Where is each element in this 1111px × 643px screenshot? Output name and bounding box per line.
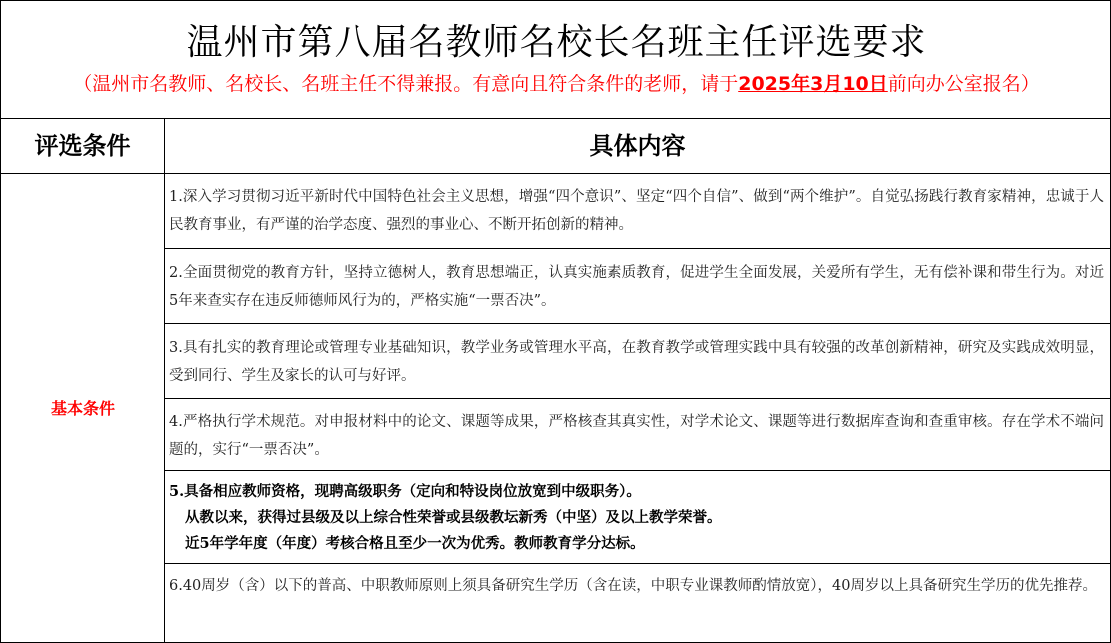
subtitle-suffix: 前向办公室报名）: [887, 73, 1040, 95]
requirement-item-6: [165, 564, 1111, 642]
title-block: [0, 0, 1111, 118]
header-criteria: 评选条件: [1, 119, 165, 173]
requirement-item-2: [165, 249, 1111, 324]
requirement-text-2: 2.全面贯彻党的教育方针，坚持立德树人，教育思想端正，认真实施素质教育，促进学生全面发展，关爱所有学生，无有偿补课和带生行为。对近5年来查实存在违反师德师风行为的，严格实施“一票否决”。: [169, 265, 1104, 309]
header-content: 具体内容: [589, 132, 686, 160]
requirement-5-line-2: 从教以来，获得过县级及以上综合性荣誉或县级教坛新秀（中坚）及以上教学荣誉。: [185, 509, 722, 526]
subtitle-notice: [1, 71, 1111, 97]
table-body: [0, 173, 1111, 643]
requirement-item-4: [165, 399, 1111, 471]
requirement-text-4: 4.严格执行学术规范。对申报材料中的论文、课题等成果，严格核查其真实性，对学术论文、课题等进行数据库查询和查重审核。存在学术不端问题的，实行“一票否决”。: [169, 414, 1104, 458]
requirement-item-5: [165, 471, 1111, 564]
requirement-item-3: [165, 324, 1111, 399]
deadline-date: 2025年3月10日: [738, 73, 888, 95]
subtitle-prefix: （温州市名教师、名校长、名班主任不得兼报。有意向且符合条件的老师，请于: [73, 73, 739, 95]
requirement-5-line-1: 5.具备相应教师资格，现聘高级职务（定向和特设岗位放宽到中级职务）。: [169, 483, 641, 500]
requirement-text-6: 6.40周岁（含）以下的普高、中职教师原则上须具备研究生学历（含在读，中职专业课教师酌情放宽），40周岁以上具备研究生学历的优先推荐。: [169, 578, 1097, 594]
requirement-text-3: 3.具有扎实的教育理论或管理专业基础知识，教学业务或管理水平高，在教育教学或管理实践中具有较强的改革创新精神，研究及实践成效明显，受到同行、学生及家长的认可与好评。: [169, 340, 1104, 384]
table-header-row: [0, 118, 1111, 174]
requirement-text-1: 1.深入学习贯彻习近平新时代中国特色社会主义思想，增强“四个意识”、坚定“四个自信”、做到“两个维护”。自觉弘扬践行教育家精神，忠诚于人民教育事业，有严谨的治学态度、强烈的事业心、不断开拓创新的精神。: [169, 189, 1104, 233]
category-label: 基本条件: [50, 399, 115, 418]
requirement-item-1: [165, 173, 1111, 249]
category-cell: [1, 173, 165, 643]
page-title: 温州市第八届名教师名校长名班主任评选要求: [186, 22, 927, 63]
requirement-5-line-3: 近5年学年度（年度）考核合格且至少一次为优秀。教师教育学分达标。: [185, 535, 645, 552]
